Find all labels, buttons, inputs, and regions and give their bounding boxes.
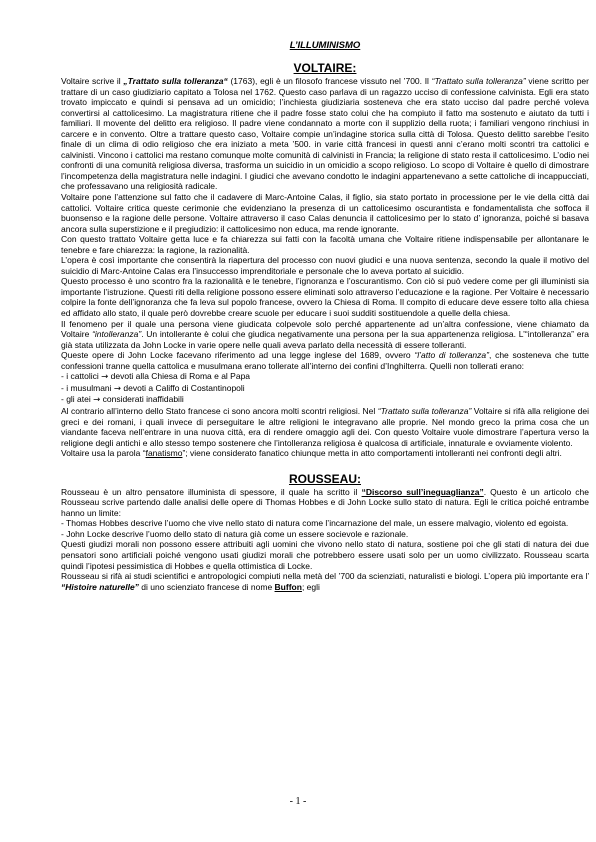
paragraph: L’opera è così importante che consentirà la riapertura del processo con nuovi giudici e una nuova sentenza, secondo la quale il motivo del suicidio di Marc-Antoine Calas era l’insuccesso imprenditoriale e personale che lo aveva portato al suicidio.: [61, 255, 589, 276]
paragraph: Queste opere di John Locke facevano riferimento ad una legge inglese del 1689, ovvero “l’atto di tolleranza”, che sosteneva che tutte confessioni tranne quella cattolica e musulmana erano tollerate all’interno dei confini d’Inghilterra. Quelli non tollerati erano:: [61, 350, 589, 371]
page-title: L’ILLUMINISMO: [289, 40, 361, 51]
paragraph: Rousseau è un altro pensatore illuminista di spessore, il quale ha scritto il “Discorso sull’ineguaglianza”. Questo è un articolo che Rousseau scrive partendo dalle analisi delle opere di Thomas Hobbes e di John Locke sullo stato di natura. Egli le critica poiché entrambe hanno un limite:: [61, 486, 589, 518]
paragraph: Con questo trattato Voltaire getta luce e fa chiarezza sui fatti con la facoltà umana che Voltaire ritiene indispensabile per allontanare le tenebre e fare chiarezza: la ragione, la razionalità.: [61, 234, 589, 255]
paragraph: Voltaire usa la parola “fanatismo”; viene considerato fanatico chiunque metta in atto comportamenti intolleranti nei confronti degli altri.: [61, 448, 562, 459]
arrow-right-icon: →: [113, 383, 122, 394]
paragraph: Rousseau si rifà ai studi scientifici e antropologici compiuti nella metà del ’700 da scienziati, naturalisti e biologi. L’opera più importante era l’ “Histoire naturelle” di uno scienziato francese di nome Buffon; egli: [61, 571, 589, 592]
paragraph: Questi giudizi morali non possono essere attribuiti agli uomini che vivono nello stato di natura, sostiene poi che gli stati di natura dei due pensatori sono artificiali poiché vengono usati giudizi morali che potrebbero essere usati solo per un uomo civilizzato. Rousseau scarta quindi l’ipotesi pessimistica di Hobbes e quella ottimistica di Locke.: [61, 539, 589, 571]
section-voltaire: [61, 76, 589, 459]
section-rousseau: [61, 487, 589, 592]
section-title-rousseau: ROUSSEAU:: [288, 471, 361, 486]
arrow-right-icon: →: [93, 395, 101, 406]
list-item: - i musulmani → devoti a Califfo di Costantinopoli: [61, 382, 245, 394]
section-title-voltaire: VOLTAIRE:: [293, 61, 357, 75]
list-item: - i cattolici → devoti alla Chiesa di Roma e al Papa: [61, 371, 251, 383]
paragraph: Questo processo è uno scontro fra la razionalità e le tenebre, l’ignoranza e l’oscurantismo. Con ciò si può vedere come per gli illuministi sia importante l’istruzione. Questi riti della religione possono essere eliminati solo attraverso l’educazione e la ragione. Per Voltaire è necessario colpire la fonte dell’ignoranza che fa leva sul popolo francese, ovvero la Chiesa di Roma. Il compito di educare deve essere tolto alla chiesa ed affidato allo stato, il quale però dovrebbe creare scuole per educare i suoi sudditi sostituendole a quelle della chiesa.: [61, 276, 589, 319]
paragraph: Al contrario all’interno dello Stato francese ci sono ancora molti scontri religiosi. Nel “Trattato sulla tolleranza” Voltaire si rifà alla religione dei greci e dei romani, i quali invece di perseguitare le altre religioni le integravano alle proprie. Nel mondo greco la prima cosa che un viandante faceva nell’entrare in una nuova città, era di rendere omaggio agli dei. Con questo Voltaire vuole dimostrare l’apertura verso la religione degli antichi e allo stesso tempo sostenere che l’intolleranza religiosa è qualcosa di artificiale, innaturale e ovviamente violento.: [61, 405, 589, 448]
paragraph: - Thomas Hobbes descrive l’uomo che vive nello stato di natura come l’incarnazione del male, un essere malvagio, violento ed egoista.: [61, 518, 569, 529]
page-number: - 1 -: [289, 796, 307, 807]
paragraph: Voltaire scrive il „Trattato sulla tolleranza“ (1763), egli è un filosofo francese vissuto nel ’700. Il “Trattato sulla tolleranza” viene scritto per trattare di un caso giudiziario capitato a Tolosa nel 1762. Questo caso parlava di un ragazzo ucciso di confessione calvinista. Egli era stato trovato impiccato e quindi si pensava ad un omicidio; l’inchiesta giudiziaria sosteneva che era stato ucciso dal padre perché voleva convertirsi al cattolicesimo. La magistratura ritiene che il padre fosse stato colui che ha compiuto il fatto ma sostenuto e aiutato da tutti i familiari. Il movente del delitto era religioso. Il padre viene condannato a morte con il supplizio della ruota; i familiari vengono rinchiusi in carcere e in convento. Oltre a trattare questo caso, Voltaire compie un’indagine storica sulla città di Tolosa. Questo delitto sarebbe l’esito finale di un clima di odio religioso che era iniziato a meta ’500. in varie città francesi in questi anni c’erano molti scontri tra cattolici e calvinisti. Vincono i cattolici ma restano comunque molte comunità di calvinisti in Francia; la religione di stato resta il cattolicesimo. L’odio nei confronti di una comunità religiosa diversa, trasforma un suicidio in un omicidio a scopo religioso. Lo scopo di Voltaire è quello di dimostrare l’incompetenza della magistratura nelle indagini. I giudici che avevano condotto le indagini appartenevano a sette cattoliche di incappucciati, che professavano una religiosità radicale.: [61, 76, 589, 192]
paragraph: - John Locke descrive l’uomo dello stato di natura già come un essere socievole e razionale.: [61, 528, 409, 539]
paragraph: Voltaire pone l’attenzione sul fatto che il cadavere di Marc-Antoine Calas, il figlio, sia stato portato in processione per le vie della città dai cattolici. Voltaire critica queste cerimonie che evidenziano la presenza di un cattolicesimo oscurantista e fondamentalista che soffoca il buonsenso e la ragione delle persone. Voltaire attraverso il caso Calas denuncia il cattolicesimo per lo stato d’ ignoranza, poiché si basava ancora sulla superstizione e il pregiudizio: il cattolicesimo non educa, ma rende ignorante.: [61, 192, 589, 234]
non-tolerated-list: [61, 371, 589, 406]
list-item: - gli atei → considerati inaffidabili: [61, 394, 184, 406]
paragraph: Il fenomeno per il quale una persona viene giudicata colpevole solo perché appartenente ad un’altra confessione, viene chiamato da Voltaire “intolleranza”. Un intollerante è colui che giudica negativamente una persona per la sua appartenenza religiosa. L’“intolleranza” era già stata utilizzata da John Locke in varie opere nelle quali aveva parlato della necessità di essere tolleranti.: [61, 318, 589, 350]
arrow-right-icon: →: [101, 372, 109, 383]
document-page: [61, 40, 589, 592]
